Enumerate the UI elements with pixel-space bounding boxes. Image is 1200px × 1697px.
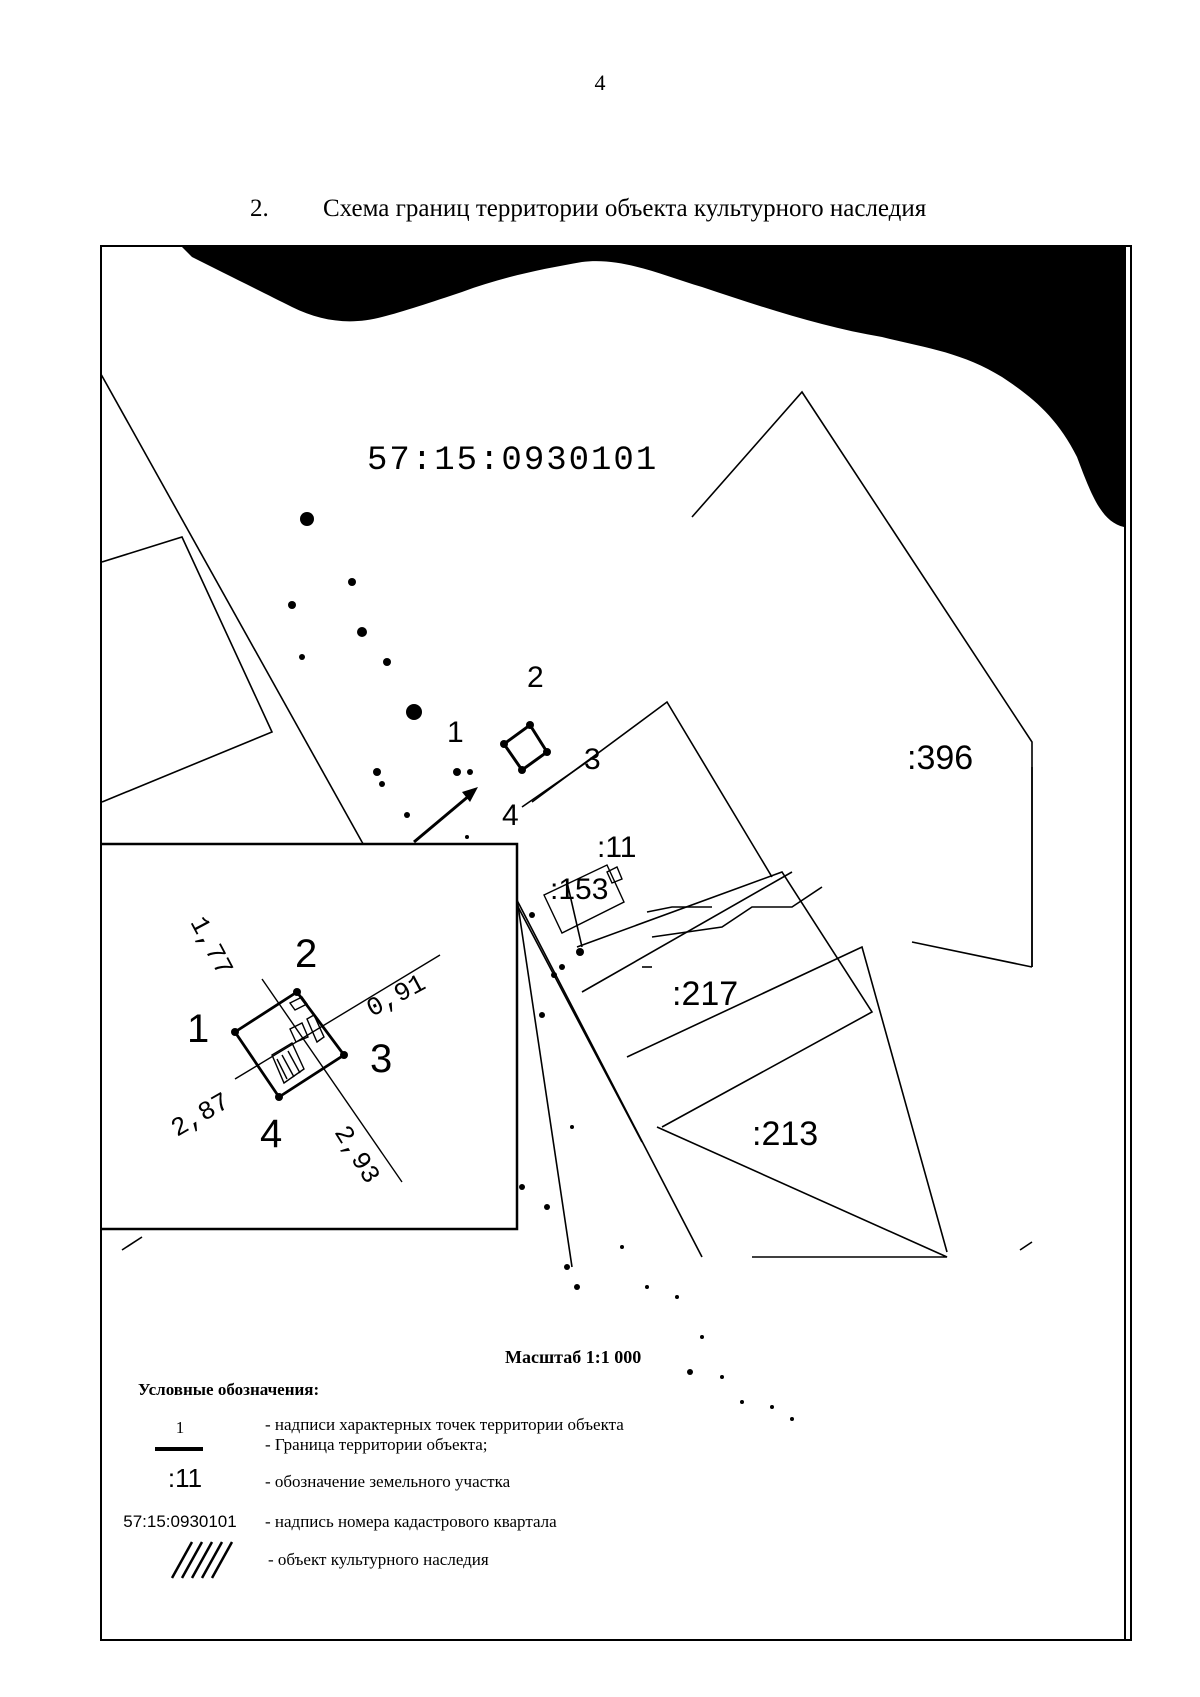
inset-distance-3-4: 2,93: [327, 1120, 386, 1190]
inset-distance-2-3: 0,91: [361, 968, 431, 1025]
legend-text-heritage: - объект культурного наследия: [268, 1550, 489, 1569]
inset-point-label-3: 3: [370, 1037, 393, 1081]
point-label-2: 2: [527, 661, 544, 694]
legend-symbol-point: 1: [175, 1418, 185, 1437]
parcel-label-153: :153: [550, 873, 609, 906]
legend-title: Условные обозначения:: [138, 1380, 320, 1399]
point-label-1: 1: [447, 716, 464, 749]
inset-frame: [102, 844, 517, 1229]
inset-distance-1-2: 1,77: [182, 911, 239, 981]
legend-symbol-boundary: [155, 1447, 203, 1451]
point-label-4: 4: [502, 799, 519, 832]
legend-text-parcel: - обозначение земельного участка: [265, 1472, 511, 1491]
quarter-label: 57:15:0930101: [367, 442, 659, 480]
legend-text-boundary: - Граница территории объекта;: [265, 1435, 488, 1454]
inset-point-label-4: 4: [260, 1112, 283, 1156]
heading-text: Схема границ территории объекта культурного наследия: [323, 195, 927, 222]
parcel-label-217: :217: [672, 975, 739, 1013]
page-number: 4: [594, 70, 606, 95]
pointer-arrow: [414, 787, 478, 842]
legend-symbol-quarter: 57:15:0930101: [123, 1512, 237, 1531]
scale-label: Масштаб 1:1 000: [505, 1347, 642, 1367]
object-boundary: [504, 725, 547, 770]
legend-text-point: - надписи характерных точек территории объекта: [265, 1415, 624, 1434]
water-area: [182, 247, 1124, 527]
inset-point-label-1: 1: [187, 1007, 210, 1051]
heading-number: 2.: [250, 195, 269, 222]
legend-symbol-heritage: [170, 1540, 238, 1580]
legend-symbol-parcel: :11: [167, 1463, 203, 1493]
inset-distance-4-1: 2,87: [166, 1086, 236, 1144]
legend-text-quarter: - надпись номера кадастрового квартала: [265, 1512, 557, 1531]
parcel-label-396: :396: [907, 739, 974, 777]
inset-point-label-2: 2: [295, 932, 318, 976]
parcel-label-213: :213: [752, 1115, 819, 1153]
point-label-3: 3: [584, 743, 601, 776]
parcel-label-11: :11: [597, 831, 637, 864]
